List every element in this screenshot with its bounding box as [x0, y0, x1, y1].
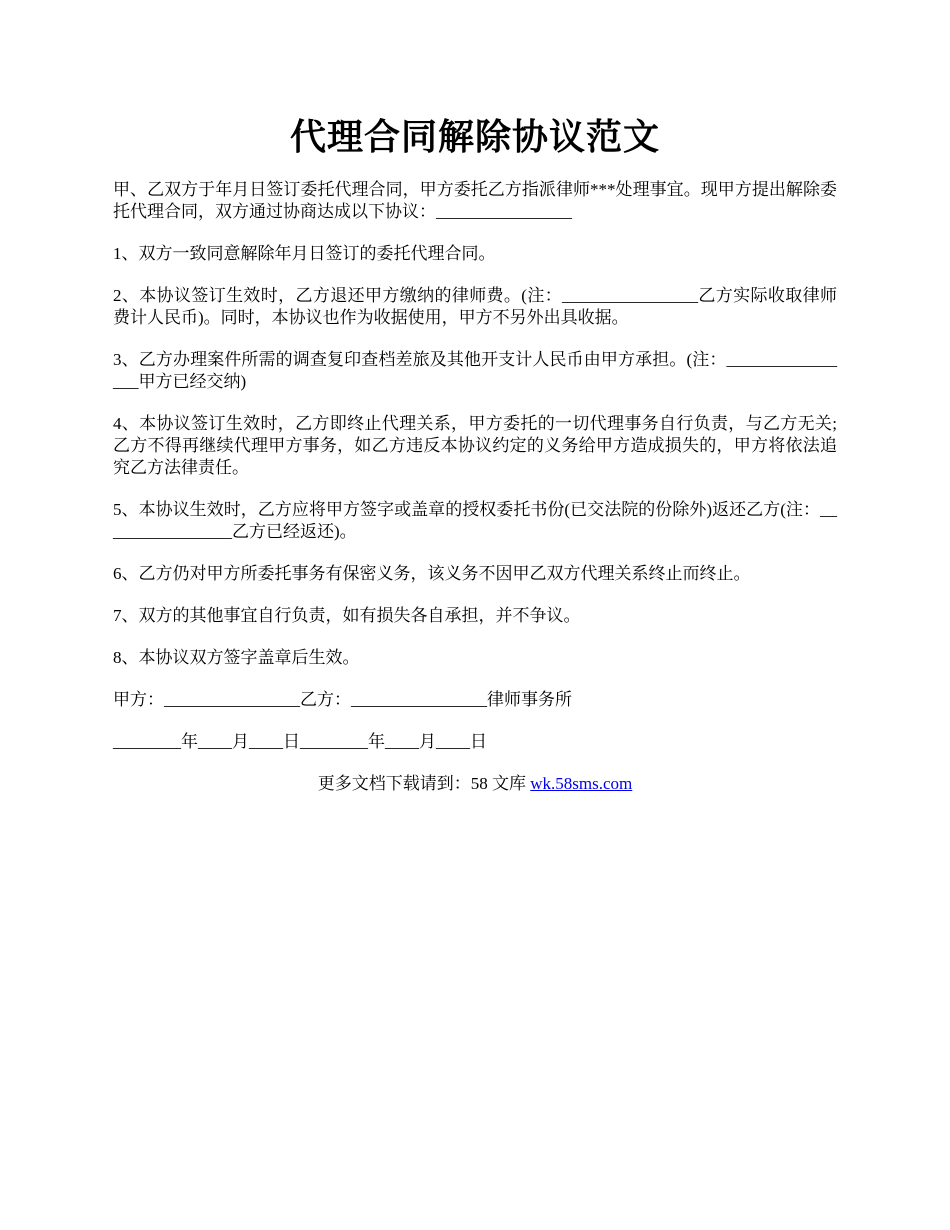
- clause-2: 2、本协议签订生效时，乙方退还甲方缴纳的律师费。(注：________________乙方实际收取律师费计人民币)。同时，本协议也作为收据使用，甲方不另外出具收据。: [113, 286, 837, 327]
- clause-4: 4、本协议签订生效时，乙方即终止代理关系，甲方委托的一切代理事务自行负责，与乙方无关;乙方不得再继续代理甲方事务，如乙方违反本协议约定的义务给甲方造成损失的，甲方将依法追究乙方法律责任。: [113, 414, 837, 477]
- clause-5: 5、本协议生效时，乙方应将甲方签字或盖章的授权委托书份(已交法院的份除外)返还乙方(注：________________乙方已经返还)。: [113, 500, 837, 541]
- clause-1: 1、双方一致同意解除年月日签订的委托代理合同。: [113, 244, 496, 263]
- date-line: ________年____月____日________年____月____日: [113, 732, 487, 751]
- intro-paragraph: 甲、乙双方于年月日签订委托代理合同，甲方委托乙方指派律师***处理事宜。现甲方提出解除委托代理合同，双方通过协商达成以下协议：________________: [113, 180, 837, 221]
- clause-3: 3、乙方办理案件所需的调查复印查档差旅及其他开支计人民币由甲方承担。(注：________________甲方已经交纳): [113, 350, 837, 391]
- clause-6: 6、乙方仍对甲方所委托事务有保密义务，该义务不因甲乙双方代理关系终止而终止。: [113, 564, 751, 583]
- document-page: [113, 108, 837, 795]
- download-footer: [113, 773, 837, 795]
- clause-8: 8、本协议双方签字盖章后生效。: [113, 648, 360, 667]
- document-title: 代理合同解除协议范文: [289, 117, 660, 157]
- signature-line: 甲方：________________乙方：________________律师事务所: [113, 690, 572, 709]
- clause-7: 7、双方的其他事宜自行负责，如有损失各自承担，并不争议。: [113, 606, 581, 625]
- footer-link[interactable]: wk.58sms.com: [530, 774, 633, 793]
- footer-prefix: 更多文档下载请到：58 文库: [317, 774, 531, 793]
